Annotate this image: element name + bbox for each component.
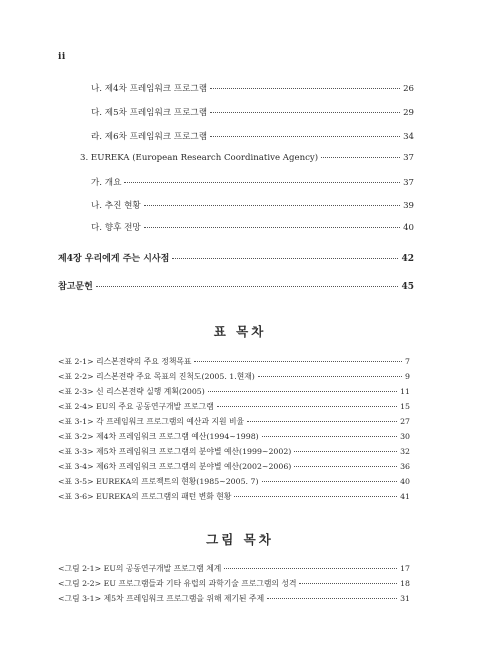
toc-entry-label: 라. 제6차 프레임워크 프로그램 (91, 132, 208, 142)
table-entry-page: 40 (400, 477, 410, 486)
tables-section-title: 표 목차 (213, 324, 267, 339)
table-entry-page: 30 (400, 432, 410, 441)
toc-entry-label: 다. 제5차 프레임워크 프로그램 (91, 108, 208, 118)
table-entry-label: <표 3-4> 제6차 프레임워크 프로그램의 분야별 예산(2002~2006) (58, 462, 292, 471)
table-entry-page: 27 (400, 417, 410, 426)
table-entry[interactable] (58, 476, 410, 487)
figures-section-title: 그림 목차 (206, 532, 274, 547)
toc-entry[interactable] (91, 106, 414, 118)
dot-leader (210, 136, 400, 137)
table-entry-label: <표 2-1> 리스본전략의 주요 정책목표 (58, 357, 192, 366)
dot-leader (208, 391, 397, 392)
dot-leader (262, 481, 398, 482)
figure-entry-label: <그림 3-1> 제5차 프레임워크 프로그램을 위해 제기된 주제 (58, 594, 265, 603)
toc-chapter-entry[interactable] (58, 251, 414, 264)
dot-leader (294, 466, 397, 467)
toc-entry-page: 37 (403, 178, 414, 188)
table-entry-label: <표 3-5> EUREKA의 프로젝트의 현황(1985~2005. 7) (58, 477, 259, 486)
table-entry[interactable] (58, 401, 410, 412)
table-entry-page: 9 (405, 372, 410, 381)
toc-chapter-entry[interactable] (58, 279, 414, 292)
toc-entry[interactable] (91, 82, 414, 94)
dot-leader (124, 182, 400, 183)
table-entry-page: 36 (400, 462, 410, 471)
dot-leader (294, 451, 397, 452)
toc-entry-page: 39 (403, 201, 414, 211)
table-entry[interactable] (58, 431, 410, 442)
table-entry-label: <표 2-4> EU의 주요 공동연구개발 프로그램 (58, 402, 214, 411)
table-entry-label: <표 3-1> 각 프레임워크 프로그램의 예산과 지원 비율 (58, 417, 245, 426)
figure-entry[interactable] (58, 593, 410, 604)
toc-entry[interactable] (91, 199, 414, 211)
dot-leader (217, 406, 397, 407)
table-entry-label: <표 2-2> 리스본전략 주요 목표의 진척도(2005. 1.현재) (58, 372, 255, 381)
figure-entry-label: <그림 2-1> EU의 공동연구개발 프로그램 체계 (58, 564, 222, 573)
table-entry-label: <표 3-6> EUREKA의 프로그램의 패턴 변화 현황 (58, 492, 232, 501)
dot-leader (267, 598, 397, 599)
figure-entry[interactable] (58, 578, 410, 589)
dot-leader (234, 496, 397, 497)
table-entry[interactable] (58, 446, 410, 457)
table-entry-label: <표 3-3> 제5차 프레임워크 프로그램의 분야별 예산(1999~2002) (58, 447, 292, 456)
table-entry-label: <표 2-3> 신 리스본전략 실행 계획(2005) (58, 387, 205, 396)
figure-entry[interactable] (58, 563, 410, 574)
table-entry[interactable] (58, 386, 410, 397)
toc-entry-label: 다. 향후 전망 (91, 223, 141, 233)
dot-leader (247, 421, 397, 422)
table-entry-page: 32 (400, 447, 410, 456)
dot-leader (210, 112, 400, 113)
table-entry[interactable] (58, 356, 410, 367)
table-entry[interactable] (58, 416, 410, 427)
dot-leader (262, 436, 397, 437)
toc-entry-page: 42 (401, 254, 414, 264)
dot-leader (321, 157, 400, 158)
toc-entry-label: 제4장 우리에게 주는 시사점 (58, 254, 170, 264)
dot-leader (299, 583, 397, 584)
table-entry-page: 15 (400, 402, 410, 411)
table-entry-page: 11 (400, 387, 410, 396)
toc-entry-page: 45 (401, 282, 414, 292)
table-entry-label: <표 3-2> 제4차 프레임워크 프로그램 예산(1994~1998) (58, 432, 259, 441)
toc-entry-label: 나. 추진 현황 (91, 201, 141, 211)
dot-leader (224, 568, 397, 569)
dot-leader (210, 88, 400, 89)
toc-entry[interactable] (80, 153, 414, 163)
figure-entry-page: 17 (400, 564, 410, 573)
dot-leader (172, 258, 398, 259)
toc-entry-page: 26 (403, 84, 414, 94)
table-entry[interactable] (58, 461, 410, 472)
toc-entry-page: 29 (403, 108, 414, 118)
table-entry[interactable] (58, 371, 410, 382)
dot-leader (144, 205, 400, 206)
figure-entry-label: <그림 2-2> EU 프로그램들과 기타 유럽의 과학기술 프로그램의 성격 (58, 579, 297, 588)
dot-leader (194, 361, 402, 362)
toc-entry[interactable] (91, 130, 414, 142)
figure-entry-page: 31 (400, 594, 410, 603)
toc-entry-page: 34 (403, 132, 414, 142)
toc-entry-label: 나. 제4차 프레임워크 프로그램 (91, 84, 208, 94)
toc-entry[interactable] (91, 221, 414, 233)
dot-leader (144, 227, 400, 228)
table-entry-page: 41 (400, 492, 410, 501)
toc-entry-page: 37 (403, 153, 414, 163)
figure-entry-page: 18 (400, 579, 410, 588)
toc-entry-page: 40 (403, 223, 414, 233)
page-number: ii (58, 52, 66, 62)
toc-entry-label: 3. EUREKA (European Research Coordinative Agency) (80, 153, 319, 163)
table-entry-page: 7 (405, 357, 410, 366)
toc-entry[interactable] (91, 176, 414, 188)
toc-entry-label: 참고문헌 (58, 282, 93, 292)
dot-leader (96, 286, 399, 287)
dot-leader (258, 376, 402, 377)
toc-entry-label: 가. 개요 (91, 178, 122, 188)
table-entry[interactable] (58, 491, 410, 502)
